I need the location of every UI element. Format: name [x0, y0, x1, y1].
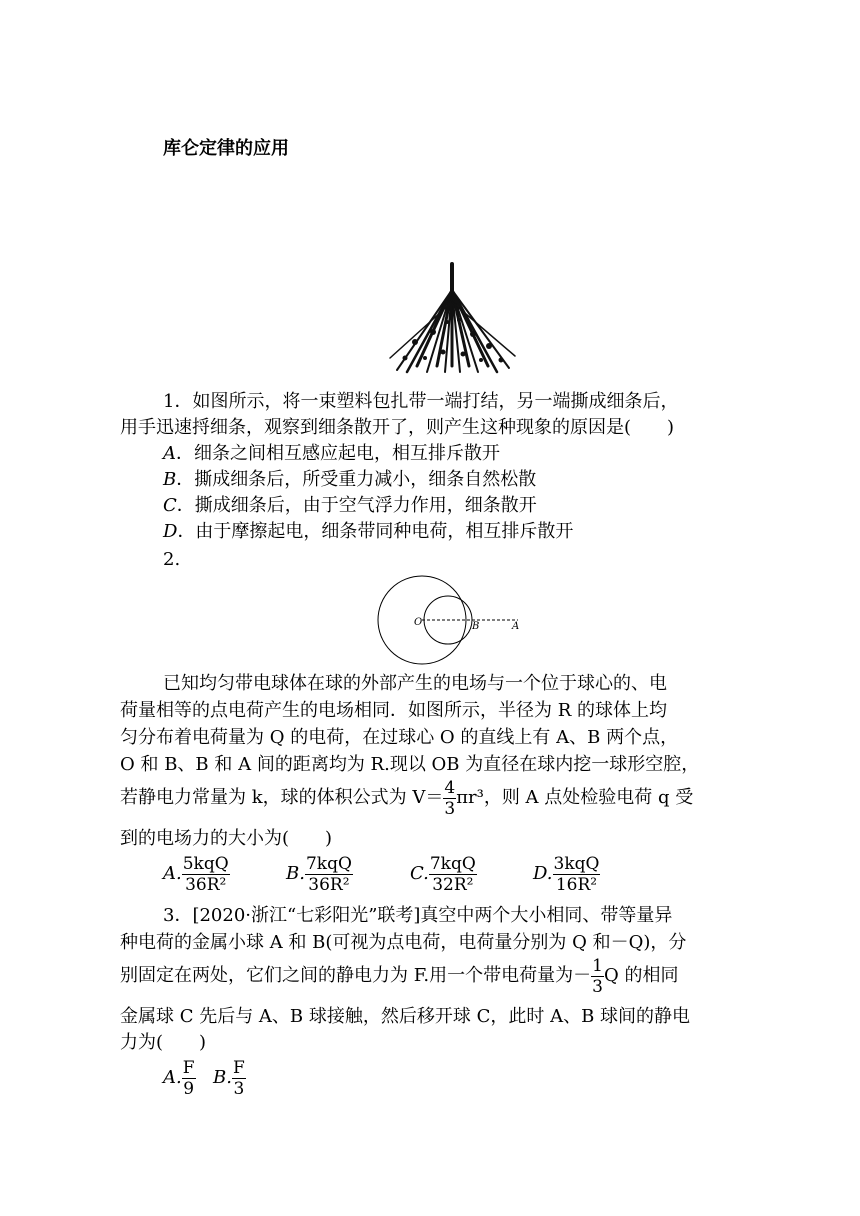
q2-stem-line6: 到的电场力的大小为( )	[120, 828, 333, 849]
q3-stem-line1: 3．[2020·浙江“七彩阳光”联考]真空中两个大小相同、带等量异	[163, 905, 673, 926]
q2-option-b: B. $\frac{\text{7kqQ}}{\text{36R²}}$	[286, 853, 352, 895]
q3-option-b: B. $\frac{F}{3}$	[213, 1057, 245, 1099]
volume-fraction: $\frac{4}{3}$	[444, 777, 456, 819]
page-title: 库仑定律的应用	[163, 138, 289, 159]
q3-option-a: A. $\frac{F}{9}$	[163, 1057, 195, 1099]
label-b: B	[472, 621, 480, 632]
q2-number: 2.	[163, 549, 181, 570]
q2-stem-line1: 已知均匀带电球体在球的外部产生的电场与一个位于球心的、电	[163, 673, 667, 694]
q2-stem-line4: O 和 B、B 和 A 间的距离均为 R.现以 OB 为直径在球内挖一球形空腔，	[120, 754, 700, 775]
sphere-cavity-figure	[376, 574, 536, 666]
q2-stem-line3: 匀分布着电荷量为 Q 的电荷，在过球心 O 的直线上有 A、B 两个点，	[120, 727, 679, 748]
q1-stem-line2: 用手迅速捋细条，观察到细条散开了，则产生这种现象的原因是( )	[120, 417, 675, 438]
q2-stem-line5: 若静电力常量为 k，球的体积公式为 V＝ $\frac{4}{3}$ πr³，则 A 点处检验电荷 q 受	[120, 777, 694, 819]
q2-option-c: C. $\frac{\text{7kqQ}}{\text{32R²}}$	[410, 853, 476, 895]
q3-stem-line4: 金属球 C 先后与 A、B 球接触，然后移开球 C，此时 A、B 球间的静电	[120, 1006, 691, 1027]
q1-stem-line1: 1．如图所示，将一束塑料包扎带一端打结，另一端撕成细条后，	[163, 391, 679, 412]
q3-stem-line3: 别固定在两处，它们之间的静电力为 F.用一个带电荷量为－ $\frac{1}{3}$ Q 的相同	[120, 955, 679, 997]
label-a: A	[512, 621, 520, 632]
q2-option-d: D. $\frac{\text{3kqQ}}{\text{16R²}}$	[533, 853, 600, 895]
q2-option-a: A. $\frac{\text{5kqQ}}{\text{36R²}}$	[163, 853, 229, 895]
q1-option-c: C．撕成细条后，由于空气浮力作用，细条散开	[163, 495, 537, 516]
q3-stem-line5: 力为( )	[120, 1032, 207, 1053]
q1-option-b: B．撕成细条后，所受重力减小，细条自然松散	[163, 469, 537, 490]
q1-option-a: A．细条之间相互感应起电，相互排斥散开	[163, 443, 500, 464]
q1-option-d: D．由于摩擦起电，细条带同种电荷，相互排斥散开	[163, 521, 574, 542]
label-o: O	[414, 617, 423, 628]
plastic-strips-figure	[385, 262, 520, 377]
q2-stem-line2: 荷量相等的点电荷产生的电场相同．如图所示，半径为 R 的球体上均	[120, 700, 667, 721]
charge-fraction: $\frac{1}{3}$	[592, 955, 603, 997]
q3-stem-line2: 种电荷的金属小球 A 和 B(可视为点电荷，电荷量分别为 Q 和－Q)，分	[120, 932, 687, 953]
